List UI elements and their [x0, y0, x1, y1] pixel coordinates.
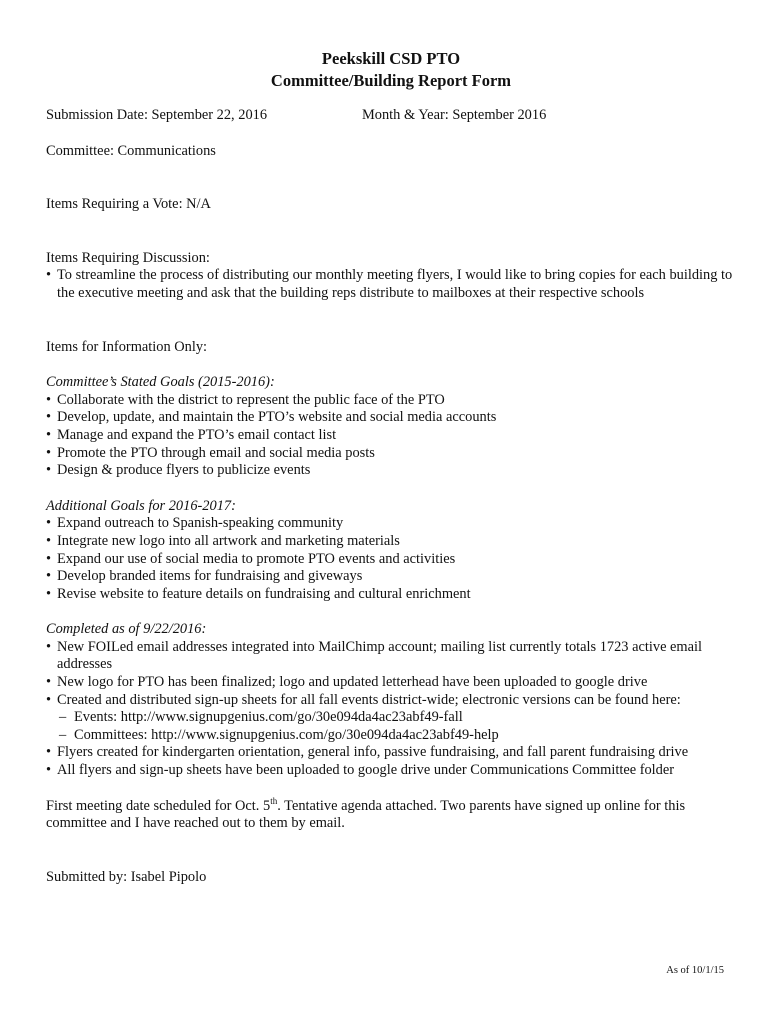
additional-goals-heading: Additional Goals for 2016-2017:: [46, 497, 236, 514]
date-ordinal: th: [270, 795, 278, 806]
list-item: • Promote the PTO through email and social media posts: [46, 445, 736, 463]
submitted-by: Submitted by: Isabel Pipolo: [46, 868, 207, 885]
committee-name: Committee: Communications: [46, 142, 216, 159]
as-of-note: As of 10/1/15: [666, 965, 724, 976]
list-item: • Manage and expand the PTO’s email contact list: [46, 427, 736, 445]
list-item: • Design & produce flyers to publicize events: [46, 462, 736, 480]
list-item: • Develop, update, and maintain the PTO’s website and social media accounts: [46, 409, 736, 427]
submission-date: Submission Date: September 22, 2016: [46, 107, 268, 123]
report-title-form: Committee/Building Report Form: [270, 71, 512, 90]
events-link: – Events: http://www.signupgenius.com/go/30e094da4ac23abf49-fall: [59, 709, 736, 727]
committees-link: – Committees: http://www.signupgenius.com/go/30e094da4ac23abf49-help: [59, 727, 736, 745]
meeting-text-start: First meeting date scheduled for Oct. 5: [46, 797, 271, 814]
list-item: • Integrate new logo into all artwork and marketing materials: [46, 533, 736, 551]
stated-goals-heading: Committee’s Stated Goals (2015-2016):: [46, 374, 275, 391]
discussion-heading: Items Requiring Discussion:: [46, 249, 210, 266]
list-item-text: Created and distributed sign-up sheets for all fall events district-wide; electronic versions can be found here:: [57, 691, 681, 708]
additional-goals-list: [46, 515, 736, 603]
signup-links: [57, 709, 736, 744]
completed-list: [46, 639, 736, 780]
list-item: • Flyers created for kindergarten orientation, general info, passive fundraising, and fall parent fundraising drive: [46, 744, 736, 762]
list-item: • All flyers and sign-up sheets have been uploaded to google drive under Communications Committee folder: [46, 762, 736, 780]
list-item: • To streamline the process of distributing our monthly meeting flyers, I would like to bring copies for each building to the executive meeting and ask that the building reps distribute to mailboxes at their respective schools: [46, 267, 736, 302]
completed-heading: Completed as of 9/22/2016:: [46, 621, 207, 638]
list-item: • Expand our use of social media to promote PTO events and activities: [46, 551, 736, 569]
meeting-text-end: . Tentative agenda attached. Two parents have signed up online for this committee and I have reached out to them by email.: [46, 797, 686, 832]
list-item: • New logo for PTO has been finalized; logo and updated letterhead have been uploaded to google drive: [46, 674, 736, 692]
list-item: • Revise website to feature details on fundraising and cultural enrichment: [46, 586, 736, 604]
info-heading: Items for Information Only:: [46, 338, 208, 355]
month-year: Month & Year: September 2016: [362, 107, 547, 123]
discussion-list: [46, 267, 736, 302]
report-title-org: Peekskill CSD PTO: [321, 49, 461, 68]
list-item: • New FOILed email addresses integrated into MailChimp account; mailing list currently totals 1723 active email addresses: [46, 639, 736, 674]
list-item: • Develop branded items for fundraising and giveways: [46, 568, 736, 586]
stated-goals-list: [46, 392, 736, 480]
list-item: • Expand outreach to Spanish-speaking community: [46, 515, 736, 533]
report-page: [46, 48, 736, 886]
meeting-note: [46, 795, 736, 833]
vote-items: Items Requiring a Vote: N/A: [46, 196, 211, 213]
date-row: [46, 107, 736, 125]
list-item: [46, 692, 736, 745]
list-item: • Collaborate with the district to represent the public face of the PTO: [46, 392, 736, 410]
